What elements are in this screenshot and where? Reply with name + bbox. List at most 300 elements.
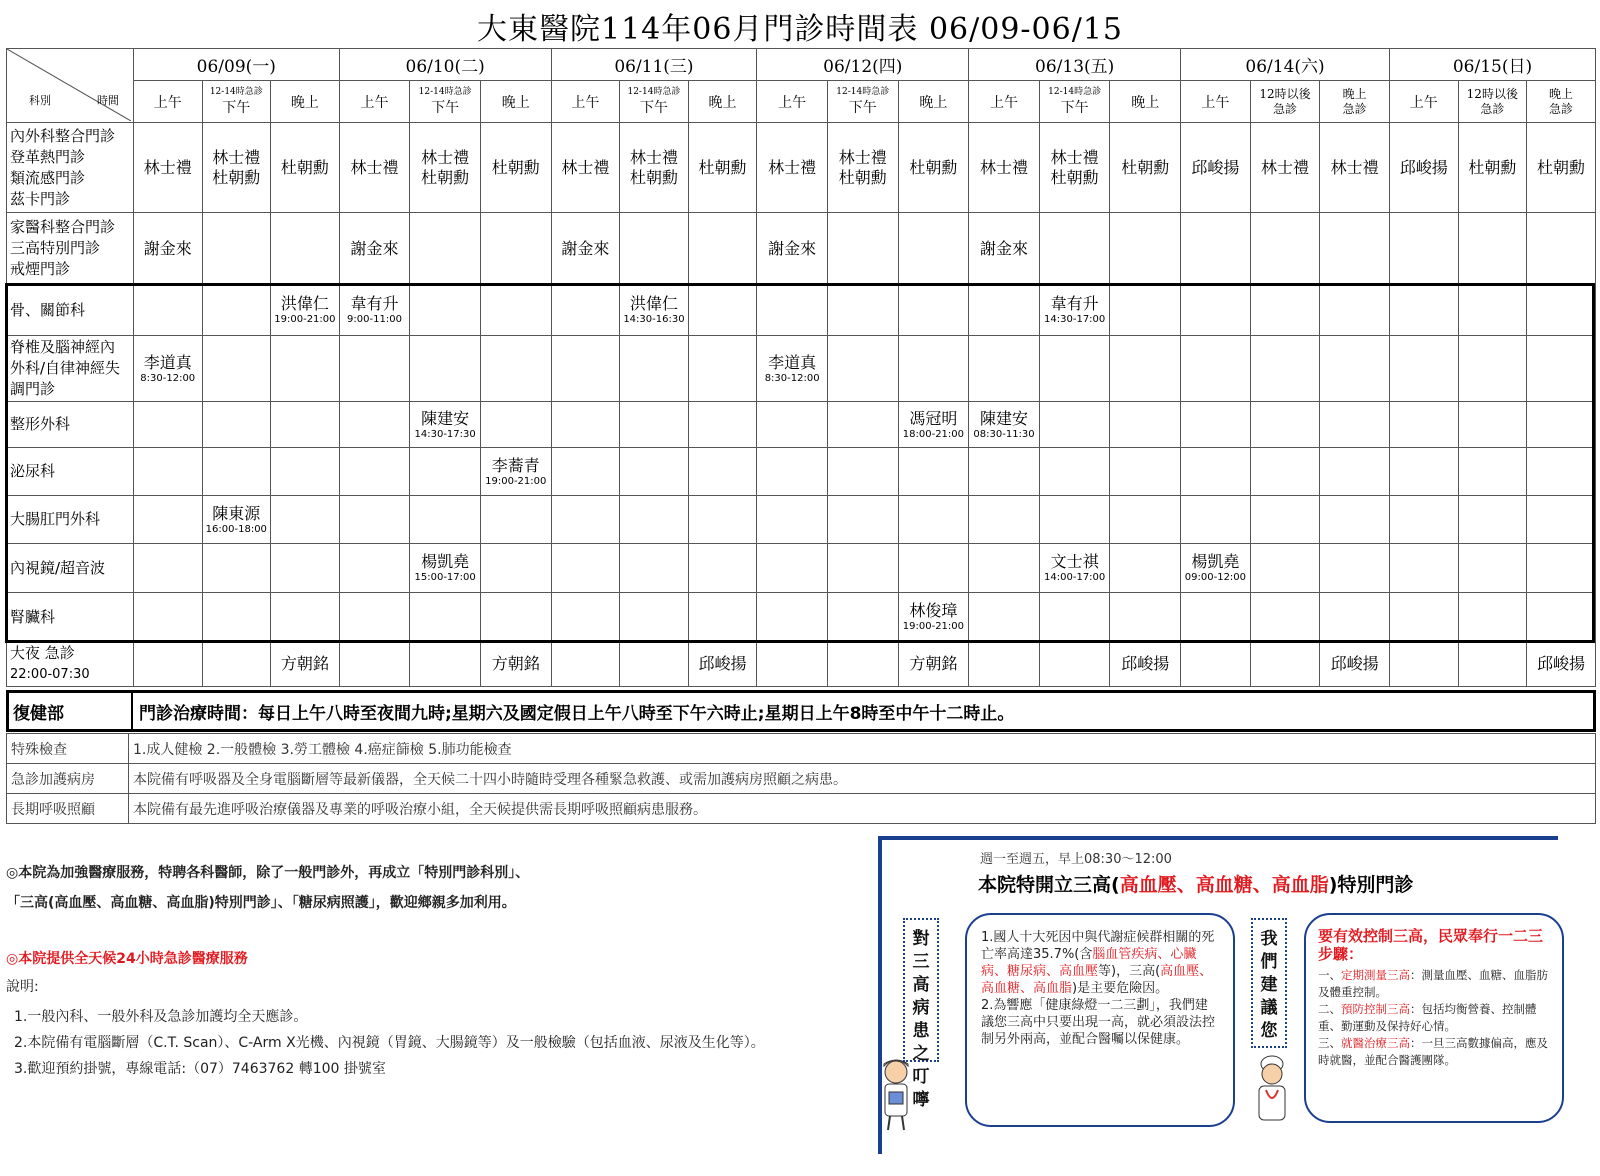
schedule-cell [898, 496, 969, 544]
schedule-cell [1458, 213, 1527, 285]
schedule-cell [133, 213, 202, 285]
schedule-cell [1039, 285, 1110, 336]
schedule-cell [410, 336, 481, 402]
schedule-cell [1320, 285, 1390, 336]
schedule-cell [1458, 642, 1527, 687]
steps-title: 要有效控制三高，民眾奉行一二三步驟： [1318, 927, 1544, 963]
schedule-cell [969, 593, 1040, 642]
schedule-cell [480, 642, 551, 687]
schedule-cell [827, 593, 898, 642]
doctor-name: 杜朝勳 [1537, 157, 1586, 177]
schedule-cell [1250, 593, 1320, 642]
schedule-cell [1458, 285, 1527, 336]
slot-header [827, 81, 898, 123]
dept-cell [7, 544, 134, 593]
doctor-name: 謝金來 [143, 238, 192, 258]
schedule-cell [1181, 402, 1251, 448]
schedule-cell [202, 336, 271, 402]
info-text: 本院備有呼吸器及全身電腦斷層等最新儀器，全天候二十四小時隨時受理各種緊急救護、或需加護病房照顧之病患。 [129, 764, 1596, 794]
schedule-cell [1320, 448, 1390, 496]
schedule-cell [1110, 642, 1181, 687]
schedule-cell [969, 642, 1040, 687]
dept-name-line: 22:00-07:30 [10, 667, 90, 682]
schedule-cell [1039, 336, 1110, 402]
doctor-name: 杜朝勳 [280, 157, 329, 177]
slot-header [202, 81, 271, 123]
schedule-cell [969, 336, 1040, 402]
schedule-cell [1110, 336, 1181, 402]
promo-headline-red: 高血壓、高血糖、高血脂 [1119, 874, 1329, 896]
schedule-cell [410, 402, 481, 448]
schedule-cell [1458, 496, 1527, 544]
slot-header [1181, 81, 1251, 123]
schedule-cell [1389, 642, 1458, 687]
doctor-name: 林士禮 [629, 147, 678, 167]
corner-cell [7, 49, 134, 123]
doctor-name: 杜朝勳 [1468, 157, 1517, 177]
notes-section [6, 862, 886, 1082]
schedule-cell [827, 402, 898, 448]
dept-name-line: 整形外科 [10, 415, 71, 433]
slot-main: 上午 [360, 94, 389, 111]
schedule-cell [688, 336, 757, 402]
schedule-cell [620, 642, 689, 687]
schedule-cell [1458, 402, 1527, 448]
table-row [7, 544, 1596, 593]
doctor-name: 林士禮 [980, 157, 1029, 177]
step-desc: ：一旦三高數據偏高，應及時就醫，並配合醫護團隊。 [1318, 1036, 1548, 1067]
table-row [7, 593, 1596, 642]
schedule-cell [1250, 123, 1320, 213]
slot-header [1039, 81, 1110, 123]
doctor-name: 韋有升 [1050, 294, 1099, 313]
note-item: 2.本院備有電腦斷層（C.T. Scan）、C-Arm X光機、內視鏡（胃鏡、大腸鏡等）及一般檢驗（包括血液、尿液及生化等）。 [14, 1035, 765, 1051]
doctor-name: 李道真 [143, 352, 192, 372]
schedule-cell [1110, 123, 1181, 213]
dept-cell [7, 402, 134, 448]
doctor-name: 林士禮 [1261, 157, 1310, 177]
doctor-name: 林俊璋 [909, 601, 958, 620]
schedule-cell [1181, 496, 1251, 544]
risk-text-red1: 腦血管疾病、心臟病、糖尿病、高血壓 [981, 947, 1197, 979]
reminder-vertical-text: 對 三 高 病 患 之 叮 嚀 [903, 918, 939, 1062]
info-table [6, 733, 1596, 824]
clinic-hours: 19:00-21:00 [485, 475, 547, 487]
slot-sub: 12-14時急診 [418, 86, 472, 97]
schedule-cell [1320, 123, 1390, 213]
schedule-cell [757, 402, 828, 448]
slot-main: 上午 [778, 94, 807, 111]
clinic-hours: 14:30-16:30 [623, 314, 685, 325]
schedule-cell [1527, 402, 1596, 448]
doctor-name: 杜朝勳 [212, 167, 261, 187]
step-key: 定期測量三高 [1341, 968, 1410, 982]
schedule-cell [271, 285, 340, 336]
schedule-cell [1458, 544, 1527, 593]
schedule-cell [551, 496, 620, 544]
slot-main: 上午 [571, 94, 600, 111]
nurse-icon [874, 1056, 918, 1132]
table-row [7, 496, 1596, 544]
notes-line-2: 「三高(高血壓、高血糖、高血脂)特別門診」、「糖尿病照護」，歡迎鄉親多加利用。 [6, 895, 516, 911]
slot-header [271, 81, 340, 123]
schedule-cell [898, 336, 969, 402]
dept-cell [7, 642, 134, 687]
schedule-cell [1320, 213, 1390, 285]
schedule-cell [969, 285, 1040, 336]
suggest-vertical-text: 我 們 建 議 您 [1251, 918, 1287, 1048]
schedule-cell [339, 213, 410, 285]
clinic-hours: 14:30-17:00 [1044, 314, 1106, 325]
info-label: 特殊檢查 [7, 734, 129, 764]
doctor-name: 邱峻揚 [1121, 654, 1170, 673]
schedule-cell [551, 213, 620, 285]
schedule-cell [133, 448, 202, 496]
schedule-cell [133, 285, 202, 336]
schedule-cell [271, 448, 340, 496]
info-row [7, 794, 1596, 824]
day-header: 06/12(四) [757, 49, 969, 81]
schedule-cell [969, 496, 1040, 544]
promo-headline-pre: 本院特開立三高( [978, 874, 1120, 896]
schedule-cell [202, 285, 271, 336]
schedule-cell [410, 285, 481, 336]
slot-header [1458, 81, 1527, 123]
promo-headline-post: )特別門診 [1328, 874, 1414, 896]
schedule-cell [1039, 544, 1110, 593]
dept-name-line: 家醫科整合門診 [10, 218, 116, 236]
slot-sub: 12-14時急診 [836, 86, 890, 97]
slot-header [1250, 81, 1320, 123]
schedule-cell [551, 123, 620, 213]
doctor-name: 謝金來 [768, 238, 817, 258]
doctor-name: 杜朝勳 [698, 157, 747, 177]
schedule-cell [480, 123, 551, 213]
schedule-cell [133, 336, 202, 402]
day-header: 06/10(二) [339, 49, 551, 81]
schedule-cell [1320, 336, 1390, 402]
slot-main: 晚上 [708, 94, 737, 111]
schedule-cell [757, 593, 828, 642]
schedule-cell [1110, 285, 1181, 336]
schedule-cell [410, 213, 481, 285]
schedule-cell [1181, 285, 1251, 336]
schedule-cell [480, 593, 551, 642]
schedule-cell [1250, 544, 1320, 593]
page-title: 大東醫院114年06月門診時間表 06/09-06/15 [476, 12, 1124, 47]
slot-main: 急診 [1549, 101, 1574, 116]
slot-sub: 晚上 [1549, 86, 1574, 101]
schedule-cell [1039, 402, 1110, 448]
schedule-cell [1458, 123, 1527, 213]
schedule-cell [271, 213, 340, 285]
doctor-name: 楊凱堯 [421, 552, 470, 571]
doctor-name: 邱峻揚 [1191, 157, 1240, 177]
schedule-cell [1110, 544, 1181, 593]
schedule-cell [480, 402, 551, 448]
schedule-cell [688, 402, 757, 448]
schedule-cell [827, 496, 898, 544]
doctor-name: 邱峻揚 [1399, 157, 1448, 177]
slot-main: 上午 [1201, 94, 1230, 111]
schedule-cell [827, 123, 898, 213]
dept-cell [7, 593, 134, 642]
dept-cell [7, 496, 134, 544]
slot-main: 上午 [1409, 94, 1438, 111]
doctor-name: 林士禮 [212, 147, 261, 167]
schedule-cell [969, 402, 1040, 448]
slot-main: 下午 [639, 99, 668, 116]
schedule-cell [1389, 213, 1458, 285]
slot-main: 晚上 [919, 94, 948, 111]
schedule-cell [271, 544, 340, 593]
table-row [7, 642, 1596, 687]
doctor-name: 楊凱堯 [1191, 552, 1240, 571]
slot-main: 急診 [1480, 101, 1505, 116]
schedule-cell [133, 593, 202, 642]
clinic-hours: 14:30-17:30 [414, 428, 476, 440]
schedule-cell [480, 496, 551, 544]
doctor-name: 林士禮 [768, 157, 817, 177]
dept-name-line: 腎臟科 [10, 607, 56, 626]
doctor-name: 洪偉仁 [629, 294, 678, 313]
schedule-cell [1320, 544, 1390, 593]
schedule-cell [410, 593, 481, 642]
schedule-cell [1181, 544, 1251, 593]
schedule-cell [1527, 496, 1596, 544]
schedule-cell [551, 336, 620, 402]
slot-main: 晚上 [1131, 94, 1160, 111]
doctor-name: 邱峻揚 [1537, 654, 1586, 673]
dept-name-line: 脊椎及腦神經內 [10, 338, 116, 356]
schedule-cell [620, 593, 689, 642]
schedule-cell [827, 544, 898, 593]
doctor-name: 林士禮 [421, 147, 470, 167]
slot-sub: 12時以後 [1259, 86, 1311, 101]
doctor-name: 方朝銘 [280, 654, 329, 673]
slot-header [480, 81, 551, 123]
schedule-cell [1320, 642, 1390, 687]
schedule-cell [1039, 593, 1110, 642]
schedule-cell [1181, 336, 1251, 402]
schedule-cell [688, 642, 757, 687]
schedule-cell [827, 285, 898, 336]
slot-main: 下午 [1060, 99, 1089, 116]
schedule-cell [1250, 336, 1320, 402]
schedule-cell [202, 593, 271, 642]
schedule-cell [688, 285, 757, 336]
step-key: 就醫治療三高 [1341, 1036, 1410, 1050]
dept-cell [7, 336, 134, 402]
doctor-name: 謝金來 [561, 238, 610, 258]
schedule-cell [1250, 642, 1320, 687]
schedule-cell [480, 213, 551, 285]
risk-text-red2: 高血壓、高血糖、高血脂 [981, 964, 1213, 996]
schedule-cell [1039, 642, 1110, 687]
slot-header [1320, 81, 1390, 123]
schedule-cell [551, 448, 620, 496]
steps-box [1304, 913, 1564, 1123]
schedule-cell [969, 213, 1040, 285]
schedule-cell [1389, 123, 1458, 213]
doctor-name: 謝金來 [350, 238, 399, 258]
doctor-name: 馮冠明 [909, 408, 958, 428]
schedule-cell [898, 402, 969, 448]
schedule-cell [271, 593, 340, 642]
schedule-cell [339, 448, 410, 496]
schedule-cell [1039, 213, 1110, 285]
clinic-hours: 16:00-18:00 [205, 523, 267, 535]
slot-main: 上午 [990, 94, 1019, 111]
schedule-cell [688, 593, 757, 642]
slot-sub: 12-14時急診 [209, 86, 263, 97]
dept-name-line: 調門診 [10, 380, 56, 398]
dept-name-line: 茲卡門診 [10, 189, 71, 208]
slot-header [620, 81, 689, 123]
schedule-cell [1181, 593, 1251, 642]
note-item: 3.歡迎預約掛號，專線電話:（07）7463762 轉100 掛號室 [14, 1061, 386, 1077]
doctor-name: 杜朝勳 [491, 157, 540, 177]
schedule-cell [620, 336, 689, 402]
schedule-cell [827, 336, 898, 402]
doctor-name: 謝金來 [980, 238, 1029, 258]
schedule-cell [688, 213, 757, 285]
schedule-cell [827, 213, 898, 285]
doctor-name: 李蕎青 [491, 455, 540, 475]
slot-main: 下午 [848, 99, 877, 116]
slot-sub: 12-14時急診 [627, 86, 681, 97]
day-header: 06/13(五) [969, 49, 1181, 81]
clinic-hours: 9:00-11:00 [347, 314, 402, 325]
schedule-cell [1320, 593, 1390, 642]
schedule-cell [271, 402, 340, 448]
schedule-cell [757, 544, 828, 593]
slot-header [898, 81, 969, 123]
doctor-name: 杜朝勳 [1050, 167, 1099, 187]
slot-sub: 12-14時急診 [1048, 86, 1102, 97]
schedule-cell [1110, 593, 1181, 642]
schedule-cell [757, 496, 828, 544]
doctor-name: 杜朝勳 [838, 167, 887, 187]
doctor-name: 林士禮 [1050, 147, 1099, 167]
table-row [7, 448, 1596, 496]
doctor-name: 韋有升 [350, 294, 399, 313]
note-item: 1.一般內科、一般外科及急診加護均全天應診。 [14, 1009, 308, 1025]
schedule-cell [898, 123, 969, 213]
schedule-cell [1389, 496, 1458, 544]
clinic-hours: 8:30-12:00 [764, 372, 820, 384]
table-row [7, 213, 1596, 285]
schedule-cell [688, 123, 757, 213]
schedule-cell [133, 642, 202, 687]
step-desc: ：測量血壓、血糖、血脂肪及體重控制。 [1318, 968, 1548, 999]
doctor-name: 林士禮 [350, 157, 399, 177]
doctor-name: 林士禮 [838, 147, 887, 167]
doctor-name: 李道真 [768, 352, 817, 372]
risk-text-d: 2.為響應「健康綠燈一二三劃」，我們建議您三高中只要出現一高，就必須設法控制另外兩高，並配合醫囑以保健康。 [981, 998, 1216, 1047]
schedule-cell [480, 285, 551, 336]
risk-text-b: 等)，三高( [1098, 964, 1161, 979]
schedule-cell [410, 642, 481, 687]
doctor-name: 洪偉仁 [280, 294, 329, 313]
schedule-cell [757, 213, 828, 285]
step-num: 一、 [1318, 968, 1341, 982]
schedule-cell [271, 336, 340, 402]
schedule-cell [339, 496, 410, 544]
schedule-cell [1181, 123, 1251, 213]
schedule-cell [1527, 336, 1596, 402]
doctor-name: 陳建安 [421, 408, 470, 428]
dept-name-line: 外科/自律神經失 [10, 359, 121, 377]
day-header: 06/09(一) [133, 49, 339, 81]
schedule-cell [1039, 448, 1110, 496]
schedule-cell [1527, 642, 1596, 687]
schedule-cell [1181, 448, 1251, 496]
schedule-cell [410, 123, 481, 213]
table-row [7, 285, 1596, 336]
schedule-cell [551, 285, 620, 336]
schedule-cell [1250, 448, 1320, 496]
schedule-cell [1110, 213, 1181, 285]
slot-sub: 晚上 [1342, 86, 1367, 101]
schedule-cell [757, 336, 828, 402]
schedule-cell [1181, 213, 1251, 285]
schedule-cell [202, 402, 271, 448]
slot-sub: 12時以後 [1466, 86, 1518, 101]
step-item [1318, 1035, 1552, 1069]
schedule-cell [480, 336, 551, 402]
rehab-label: 復健部 [9, 693, 133, 729]
dept-name-line: 泌尿科 [10, 462, 56, 480]
schedule-cell [551, 402, 620, 448]
day-header: 06/11(三) [551, 49, 757, 81]
slot-header [757, 81, 828, 123]
schedule-cell [620, 496, 689, 544]
doctor-name: 林士禮 [1330, 157, 1379, 177]
schedule-cell [1320, 496, 1390, 544]
doctor-name: 方朝銘 [491, 654, 540, 673]
slot-main: 急診 [1273, 101, 1298, 116]
schedule-cell [339, 123, 410, 213]
promo-headline [978, 870, 1413, 897]
schedule-cell [551, 544, 620, 593]
time-axis-label: 時間 [96, 94, 119, 107]
schedule-cell [757, 642, 828, 687]
clinic-hours: 09:00-12:00 [1184, 572, 1247, 583]
dept-name-line: 類流感門診 [10, 168, 86, 187]
schedule-cell [339, 336, 410, 402]
schedule-cell [480, 544, 551, 593]
schedule-cell [757, 123, 828, 213]
slot-main: 急診 [1342, 101, 1367, 116]
schedule-cell [757, 285, 828, 336]
dept-cell [7, 285, 134, 336]
schedule-table [6, 48, 1596, 687]
schedule-cell [339, 593, 410, 642]
day-header: 06/15(日) [1389, 49, 1595, 81]
schedule-cell [620, 402, 689, 448]
schedule-cell [133, 123, 202, 213]
schedule-cell [1527, 544, 1596, 593]
doctor-name: 文士祺 [1050, 552, 1099, 571]
schedule-cell [1039, 123, 1110, 213]
dept-name-line: 骨、關節科 [10, 300, 86, 319]
info-label: 急診加護病房 [7, 764, 129, 794]
dept-name-line: 內視鏡/超音波 [10, 558, 106, 577]
day-header: 06/14(六) [1181, 49, 1390, 81]
slot-header [410, 81, 481, 123]
dept-cell [7, 213, 134, 285]
